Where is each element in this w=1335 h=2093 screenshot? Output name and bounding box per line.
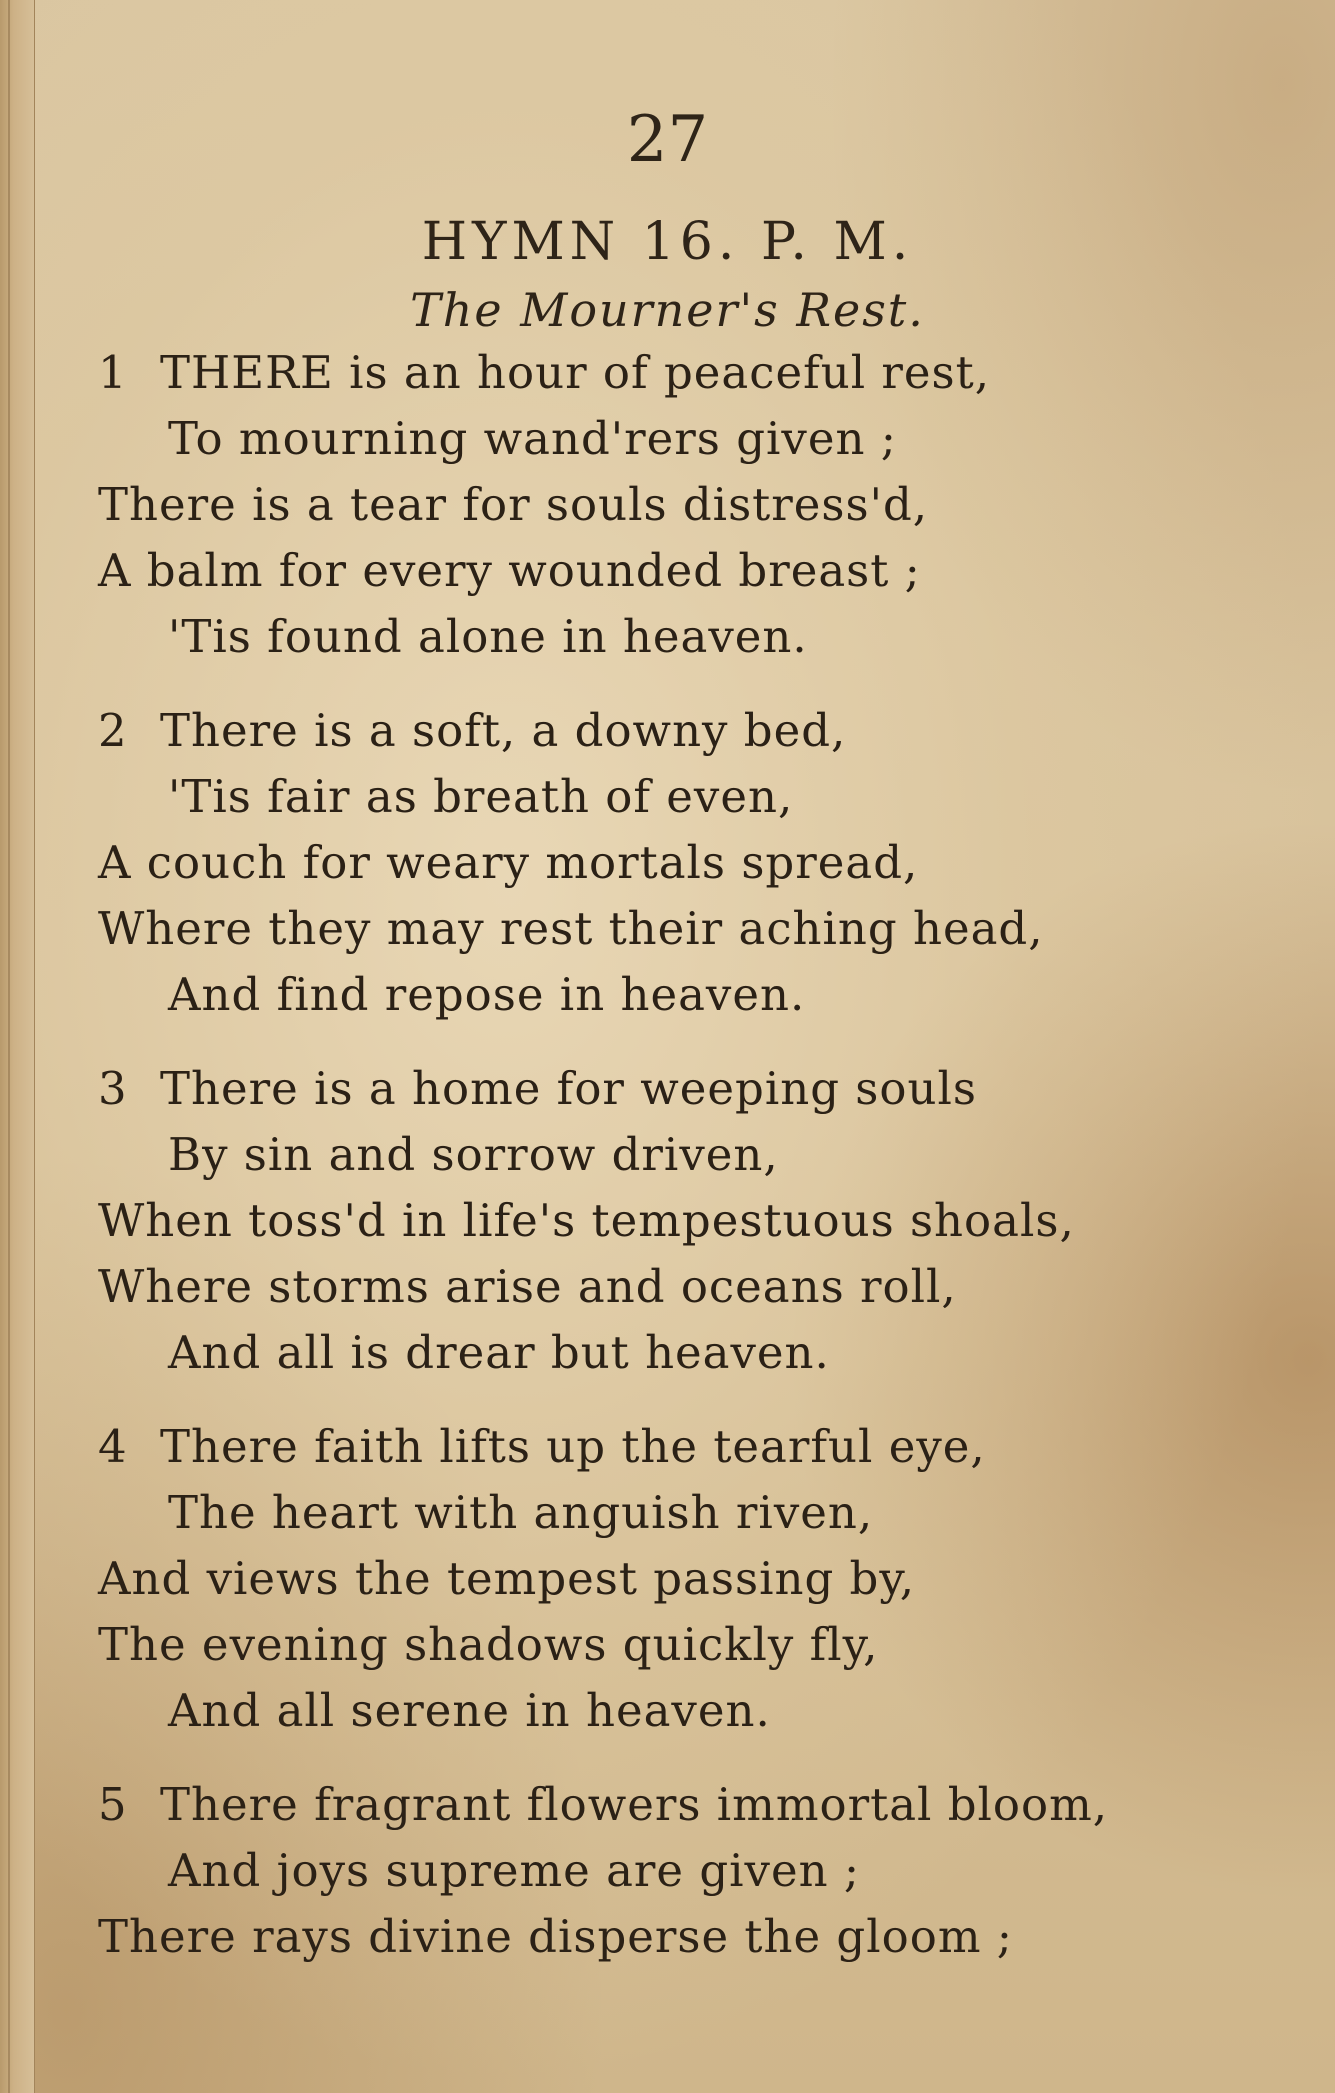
stanza-line: And all is drear but heaven. [168,1326,830,1379]
stanza-line [98,698,1278,764]
stanza-line: By sin and sorrow driven, [168,1128,779,1181]
hymn-text [98,340,1278,1998]
stanza-line [98,1056,1278,1122]
stanza-line: To mourning wand'rers given ; [168,412,897,465]
stanza-5 [98,1772,1278,1970]
stanza-line [98,340,1278,406]
stanza-number: 5 [98,1778,128,1831]
line-text: THERE is an hour of peaceful rest, [160,346,991,399]
stanza-number: 3 [98,1062,128,1115]
line-text: There fragrant flowers immortal bloom, [160,1778,1109,1831]
stanza-line: The heart with anguish riven, [168,1486,874,1539]
stanza-number: 1 [98,346,128,399]
stanza-line: There rays divine disperse the gloom ; [98,1910,1013,1963]
stanza-line: There is a tear for souls distress'd, [98,478,929,531]
stanza-line: Where storms arise and oceans roll, [98,1260,957,1313]
stanza-line: The evening shadows quickly fly, [98,1618,879,1671]
line-text: There is a home for weeping souls [160,1062,977,1115]
stanza-line: Where they may rest their aching head, [98,902,1044,955]
line-text: There is a soft, a downy bed, [160,704,847,757]
stanza-line: A couch for weary mortals spread, [98,836,919,889]
stanza-line: 'Tis fair as breath of even, [168,770,794,823]
stanza-number: 2 [98,704,128,757]
stanza-line: And all serene in heaven. [168,1684,771,1737]
hymn-title: HYMN 16. P. M. [421,212,914,272]
stanza-2 [98,698,1278,1028]
stanza-line: And find repose in heaven. [168,968,806,1021]
stanza-line: And joys supreme are given ; [168,1844,861,1897]
stanza-4 [98,1414,1278,1744]
stanza-line [98,1772,1278,1838]
stanza-1 [98,340,1278,670]
stanza-line [98,1414,1278,1480]
stanza-line: And views the tempest passing by, [98,1552,916,1605]
stanza-3 [98,1056,1278,1386]
stanza-line: A balm for every wounded breast ; [98,544,921,597]
page-number: 27 [626,103,709,177]
hymn-subtitle: The Mourner's Rest. [410,283,925,337]
stanza-line: 'Tis found alone in heaven. [168,610,808,663]
stanza-number: 4 [98,1420,128,1473]
line-text: There faith lifts up the tearful eye, [160,1420,986,1473]
stanza-line: When toss'd in life's tempestuous shoals, [98,1194,1075,1247]
